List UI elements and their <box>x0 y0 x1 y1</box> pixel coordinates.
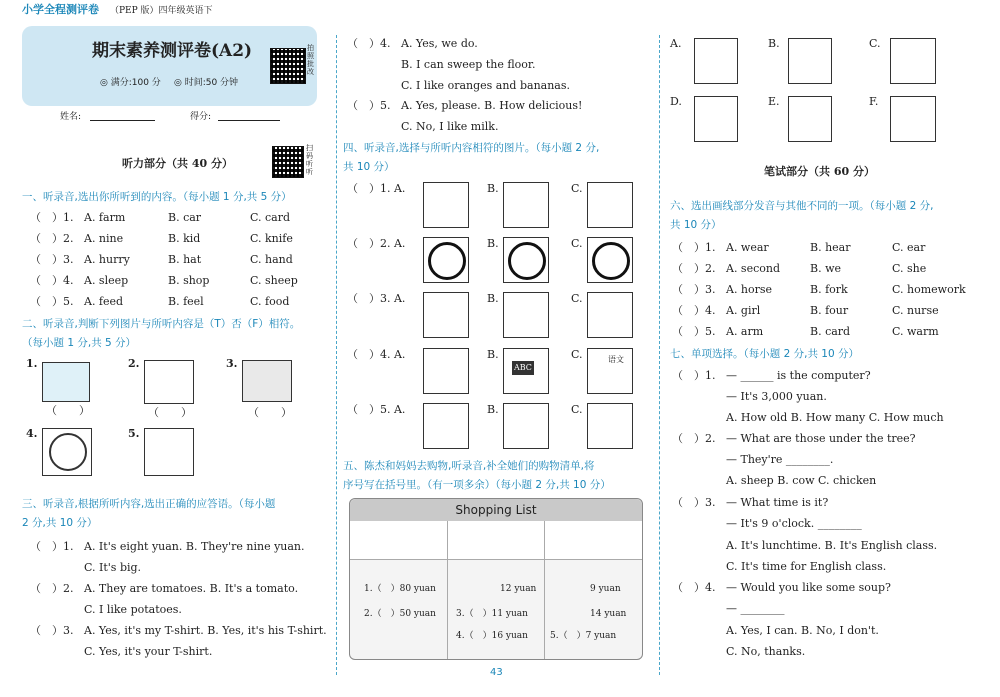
answer-option-a: A. Yes, we do. <box>401 37 478 50</box>
section-3-title: 三、听录音,根据所听内容,选出正确的应答语。（每小题 <box>22 498 276 510</box>
picture-label: D. <box>670 95 682 108</box>
pear-picture[interactable] <box>890 96 936 142</box>
picture-number: 4. <box>26 427 38 440</box>
pants-picture[interactable] <box>503 182 549 228</box>
section-5-title: 五、陈杰和妈妈去购物,听录音,补全她们的购物清单,将 <box>343 460 595 472</box>
option-a: A. horse <box>726 283 773 296</box>
name-field[interactable] <box>90 120 155 121</box>
picture-number: 3. <box>226 357 238 370</box>
option-c: C. <box>571 292 583 305</box>
q-number[interactable]: （ ）4. A. <box>347 348 406 361</box>
q-number[interactable]: （ ）2. <box>30 232 74 245</box>
music-class-picture[interactable] <box>423 348 469 394</box>
option-c: C. <box>571 237 583 250</box>
left-column <box>22 0 330 697</box>
skirt-picture[interactable] <box>587 182 633 228</box>
bowl-picture[interactable] <box>423 292 469 338</box>
shopping-list <box>349 498 643 660</box>
tshirt-picture[interactable] <box>423 182 469 228</box>
option-b: B. hat <box>168 253 202 266</box>
shopping-entry: 9 yuan <box>590 584 621 594</box>
q-number[interactable]: （ ）5. <box>30 295 74 308</box>
option-a: A. girl <box>726 304 761 317</box>
picture-label: C. <box>869 37 881 50</box>
option-b: B. hear <box>810 241 851 254</box>
option-b: B. <box>487 292 499 305</box>
option-c: C. hand <box>250 253 293 266</box>
option-b: B. four <box>810 304 849 317</box>
carrot-picture[interactable] <box>890 38 936 84</box>
name-label: 姓名: <box>60 112 82 122</box>
section-6-title-cont: 共 10 分） <box>670 219 722 231</box>
option-c: C. knife <box>250 232 293 245</box>
option-b: B. kid <box>168 232 201 245</box>
option-c: C. ear <box>892 241 926 254</box>
full-score: ◎ 满分:100 分 <box>100 78 161 88</box>
answer-options: A. sheep B. cow C. chicken <box>726 474 877 487</box>
option-b: B. <box>487 237 499 250</box>
shopping-entry: 12 yuan <box>500 584 537 594</box>
writing-heading: 笔试部分（共 60 分） <box>764 165 875 178</box>
q-number[interactable]: （ ）3. A. <box>347 292 406 305</box>
answer-options: A. How old B. How many C. How much <box>726 411 944 424</box>
q-number[interactable]: （ ）4. <box>30 274 74 287</box>
q-number[interactable]: （ ）5. <box>347 99 391 112</box>
dialogue-line: — It's 3,000 yuan. <box>726 390 827 403</box>
time-limit: ◎ 时间:50 分钟 <box>174 78 239 88</box>
answer-option-c: C. Yes, it's your T-shirt. <box>84 645 213 658</box>
option-a: A. nine <box>84 232 124 245</box>
dialogue-line: — It's 9 o'clock. ________ <box>726 517 862 530</box>
option-b: B. card <box>810 325 851 338</box>
q-number[interactable]: （ ）4. <box>672 581 716 594</box>
option-c: C. warm <box>892 325 939 338</box>
answer-options: A. It's eight yuan. B. They're nine yuan. <box>84 540 305 553</box>
q-number[interactable]: （ ）1. <box>672 369 716 382</box>
scan-label: 拍照批改 <box>307 44 314 76</box>
section-2-title: 二、听录音,判断下列图片与所听内容是（T）否（F）相符。 <box>22 318 301 330</box>
section-5-title-cont: 序号写在括号里。（有一项多余）（每小题 2 分,共 10 分） <box>343 479 611 491</box>
answer-option-b: B. I can sweep the floor. <box>401 58 536 71</box>
q-number[interactable]: （ ）3. <box>672 283 716 296</box>
shopping-entry[interactable]: 5.（ ）7 yuan <box>550 631 617 641</box>
chinese-class-picture[interactable] <box>587 348 633 394</box>
question-text: — ______ is the computer? <box>726 369 871 382</box>
question-text: — What time is it? <box>726 496 829 509</box>
answer-options: A. Yes, it's my T-shirt. B. Yes, it's his T-shirt. <box>84 624 327 637</box>
option-a: A. sleep <box>84 274 129 287</box>
answer-blank[interactable]: （ ） <box>148 406 192 419</box>
picture-label: E. <box>768 95 780 108</box>
answer-option-c: C. No, I like milk. <box>401 120 499 133</box>
potatoes-picture[interactable] <box>423 403 469 449</box>
no-drinking-sign-icon[interactable] <box>503 237 549 283</box>
green-beans-picture[interactable] <box>788 96 832 142</box>
middle-column <box>343 0 656 697</box>
column-divider <box>336 35 337 675</box>
blackboard-text: ABC <box>512 361 534 375</box>
cows-picture <box>144 428 194 476</box>
blackboard-text: 语文 <box>608 355 624 364</box>
section-3-title-cont: 2 分,共 10 分） <box>22 517 98 529</box>
option-a: A. hurry <box>84 253 130 266</box>
answer-options: A. Yes, I can. B. No, I don't. <box>726 624 879 637</box>
q-number[interactable]: （ ）1. <box>672 241 716 254</box>
answer-option-c: C. It's big. <box>84 561 142 574</box>
column-divider <box>659 35 660 675</box>
picture-number: 1. <box>26 357 38 370</box>
dress-picture[interactable] <box>694 96 738 142</box>
no-noise-sign-icon[interactable] <box>587 237 633 283</box>
edition-label: （PEP 版）四年级英语下 <box>110 6 213 16</box>
section-4-title: 四、听录音,选择与所听内容相符的图片。（每小题 2 分, <box>343 142 600 154</box>
page-number: 43 <box>490 667 503 678</box>
right-column <box>664 0 984 697</box>
picture-label: A. <box>670 37 682 50</box>
section-1-title: 一、听录音,选出你所听到的内容。（每小题 1 分,共 5 分） <box>22 191 292 203</box>
section-2-title-cont: （每小题 1 分,共 5 分） <box>22 337 137 349</box>
shopping-entry[interactable]: 4.（ ）16 yuan <box>456 631 528 641</box>
title-banner <box>22 26 317 106</box>
q-number[interactable]: （ ）4. <box>347 37 391 50</box>
onions-picture[interactable] <box>587 403 633 449</box>
option-c: C. homework <box>892 283 966 296</box>
option-a: A. wear <box>726 241 769 254</box>
q-number[interactable]: （ ）2. <box>672 432 716 445</box>
dialogue-line: — They're ________. <box>726 453 834 466</box>
score-label: 得分: <box>190 112 212 122</box>
option-c: C. card <box>250 211 291 224</box>
picture-label: B. <box>768 37 780 50</box>
option-c: C. <box>571 348 583 361</box>
score-field[interactable] <box>218 120 280 121</box>
q-number[interactable]: （ ）3. <box>30 253 74 266</box>
shoes-picture <box>242 360 292 402</box>
answer-option-c: C. It's time for English class. <box>726 560 887 573</box>
option-a: A. feed <box>84 295 124 308</box>
q-number[interactable]: （ ）1. <box>30 540 74 553</box>
answer-options: A. It's lunchtime. B. It's English class. <box>726 539 938 552</box>
english-class-picture[interactable] <box>503 348 549 394</box>
option-c: C. she <box>892 262 927 275</box>
children-table-picture <box>42 362 90 402</box>
scan-listen-label: 扫码听听 <box>306 144 313 176</box>
chopsticks-picture[interactable] <box>587 292 633 338</box>
q-number[interactable]: （ ）5. A. <box>347 403 406 416</box>
option-b: B. shop <box>168 274 210 287</box>
option-a: A. arm <box>726 325 764 338</box>
q-number[interactable]: （ ）1. <box>30 211 74 224</box>
fork-picture[interactable] <box>503 292 549 338</box>
dialogue-line: — ________ <box>726 602 785 615</box>
option-b: B. we <box>810 262 842 275</box>
q-number[interactable]: （ ）2. <box>672 262 716 275</box>
series-title: 小学全程测评卷 <box>22 3 99 16</box>
option-c: C. <box>571 403 583 416</box>
picture-number: 2. <box>128 357 140 370</box>
shopping-list-title: Shopping List <box>350 499 642 521</box>
answer-blank[interactable]: （ ） <box>248 406 292 419</box>
option-b: B. <box>487 182 499 195</box>
shopping-entry: 14 yuan <box>590 609 627 619</box>
answer-option-c: C. I like potatoes. <box>84 603 182 616</box>
question-text: — Would you like some soup? <box>726 581 891 594</box>
option-c: C. sheep <box>250 274 298 287</box>
option-a: A. second <box>726 262 781 275</box>
q-number[interactable]: （ ）1. A. <box>347 182 406 195</box>
answer-options: A. Yes, please. B. How delicious! <box>401 99 583 112</box>
listening-heading: 听力部分（共 40 分） <box>122 157 233 170</box>
option-b: B. <box>487 348 499 361</box>
question-text: — What are those under the tree? <box>726 432 916 445</box>
qr-code-icon <box>272 146 304 178</box>
exam-title: 期末素养测评卷(A2) <box>92 41 253 61</box>
qr-code-icon <box>270 48 306 84</box>
q-number[interactable]: （ ）4. <box>672 304 716 317</box>
shopping-entry[interactable]: 3.（ ）11 yuan <box>456 609 528 619</box>
q-number[interactable]: （ ）2. A. <box>347 237 406 250</box>
option-b: B. <box>487 403 499 416</box>
option-c: C. nurse <box>892 304 939 317</box>
shopping-images-row <box>350 521 642 560</box>
boy-painting-picture <box>144 360 194 404</box>
option-b: B. feel <box>168 295 204 308</box>
clock-picture <box>42 428 92 476</box>
answer-blank[interactable]: （ ） <box>46 404 90 417</box>
shopping-entry[interactable]: 1.（ ）80 yuan <box>364 584 436 594</box>
answer-option-c: C. No, thanks. <box>726 645 806 658</box>
option-a: A. farm <box>84 211 126 224</box>
section-6-title: 六、选出画线部分发音与其他不同的一项。（每小题 2 分, <box>670 200 934 212</box>
no-running-sign-icon[interactable] <box>423 237 469 283</box>
option-c: C. food <box>250 295 290 308</box>
picture-label: F. <box>869 95 879 108</box>
answer-option-c: C. I like oranges and bananas. <box>401 79 570 92</box>
q-number[interactable]: （ ）3. <box>672 496 716 509</box>
picture-number: 5. <box>128 427 140 440</box>
shopping-entry[interactable]: 2.（ ）50 yuan <box>364 609 436 619</box>
section-7-title: 七、单项选择。（每小题 2 分,共 10 分） <box>670 348 859 360</box>
answer-options: A. They are tomatoes. B. It's a tomato. <box>84 582 299 595</box>
tomatoes-picture[interactable] <box>503 403 549 449</box>
option-c: C. <box>571 182 583 195</box>
q-number[interactable]: （ ）3. <box>30 624 74 637</box>
q-number[interactable]: （ ）5. <box>672 325 716 338</box>
jacket-picture[interactable] <box>788 38 832 84</box>
option-b: B. fork <box>810 283 848 296</box>
section-4-title-cont: 共 10 分） <box>343 161 395 173</box>
option-b: B. car <box>168 211 202 224</box>
q-number[interactable]: （ ）2. <box>30 582 74 595</box>
bananas-picture[interactable] <box>694 38 738 84</box>
